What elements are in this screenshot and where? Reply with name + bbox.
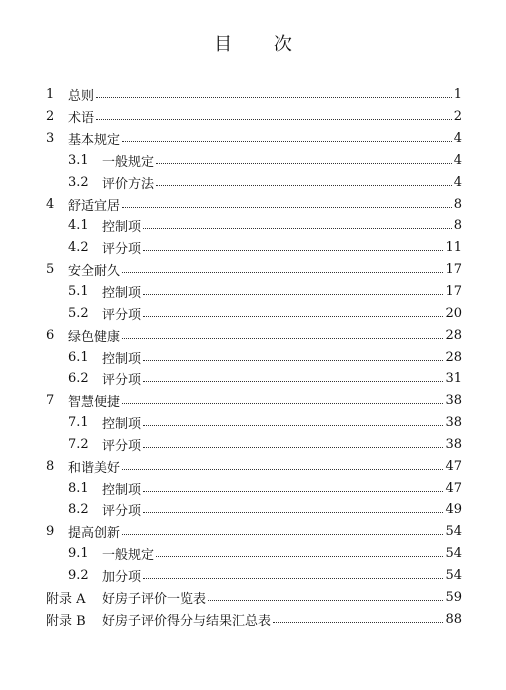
toc-entry-page: 47 [445, 480, 462, 496]
toc-entry[interactable] [46, 215, 462, 237]
toc-entry-number: 3.2 [68, 174, 89, 190]
toc-dot-leader [156, 556, 443, 557]
toc-entry-number: 5.2 [68, 305, 89, 321]
table-of-contents [46, 84, 462, 630]
toc-dot-leader [143, 360, 443, 361]
toc-entry[interactable] [46, 281, 462, 303]
toc-entry-label: 一般规定 [102, 154, 155, 170]
toc-entry[interactable] [46, 302, 462, 324]
toc-entry[interactable] [46, 368, 462, 390]
toc-entry-page: 38 [445, 393, 462, 409]
toc-entry[interactable] [46, 455, 462, 477]
toc-entry-label: 评分项 [102, 438, 142, 454]
toc-dot-leader [143, 228, 452, 229]
toc-entry-label: 控制项 [102, 286, 142, 302]
toc-entry-page: 47 [445, 458, 462, 474]
toc-dot-leader [143, 294, 443, 295]
toc-entry-label: 和谐美好 [68, 460, 121, 476]
toc-entry[interactable] [46, 565, 462, 587]
toc-entry-page: 38 [445, 415, 462, 431]
toc-entry-number: 6 [46, 327, 55, 343]
toc-entry-page: 11 [445, 240, 462, 256]
toc-entry-number: 8.2 [68, 502, 89, 518]
toc-entry[interactable] [46, 84, 462, 106]
toc-entry-page: 28 [445, 349, 462, 365]
toc-entry-page: 20 [445, 305, 462, 321]
toc-entry-page: 8 [453, 196, 462, 212]
toc-entry-page: 54 [445, 524, 462, 540]
toc-dot-leader [143, 512, 443, 513]
toc-entry-page: 49 [445, 502, 462, 518]
toc-entry-number: 4.1 [68, 218, 89, 234]
toc-dot-leader [122, 469, 443, 470]
toc-entry-number: 3.1 [68, 152, 89, 168]
toc-entry-page: 28 [445, 327, 462, 343]
toc-entry-number: 9.2 [68, 567, 89, 583]
toc-entry-label: 评分项 [102, 504, 142, 520]
toc-entry-number: 4.2 [68, 240, 89, 256]
toc-entry[interactable] [46, 608, 462, 630]
toc-entry-number: 6.1 [68, 349, 89, 365]
toc-entry-page: 4 [453, 152, 462, 168]
toc-entry[interactable] [46, 324, 462, 346]
toc-entry-label: 舒适宜居 [68, 198, 121, 214]
toc-dot-leader [208, 600, 443, 601]
toc-entry-page: 17 [445, 262, 462, 278]
toc-entry-number: 2 [46, 109, 55, 125]
toc-entry-number: 附录 B [46, 613, 86, 629]
toc-dot-leader [122, 403, 443, 404]
toc-entry-label: 控制项 [102, 417, 142, 433]
toc-entry[interactable] [46, 499, 462, 521]
toc-dot-leader [96, 97, 452, 98]
toc-dot-leader [143, 250, 443, 251]
toc-entry-number: 4 [46, 196, 55, 212]
toc-entry[interactable] [46, 171, 462, 193]
toc-entry-label: 智慧便捷 [68, 395, 121, 411]
toc-entry-label: 加分项 [102, 569, 142, 585]
toc-dot-leader [143, 381, 443, 382]
toc-entry-page: 54 [445, 567, 462, 583]
toc-dot-leader [122, 338, 443, 339]
toc-entry[interactable] [46, 477, 462, 499]
toc-entry-page: 54 [445, 546, 462, 562]
toc-dot-leader [122, 207, 452, 208]
toc-entry[interactable] [46, 193, 462, 215]
toc-dot-leader [96, 119, 452, 120]
toc-dot-leader [122, 141, 452, 142]
toc-entry-label: 基本规定 [68, 133, 121, 149]
toc-dot-leader [143, 447, 443, 448]
toc-entry[interactable] [46, 106, 462, 128]
toc-entry-label: 一般规定 [102, 548, 155, 564]
toc-entry-label: 总则 [68, 89, 95, 105]
toc-entry[interactable] [46, 521, 462, 543]
toc-title: 目 次 [214, 34, 310, 55]
toc-entry-number: 8 [46, 458, 55, 474]
toc-entry-number: 5 [46, 262, 55, 278]
toc-entry-label: 控制项 [102, 220, 142, 236]
toc-entry-number: 7.1 [68, 415, 89, 431]
toc-dot-leader [143, 578, 443, 579]
toc-dot-leader [156, 163, 452, 164]
toc-entry-number: 8.1 [68, 480, 89, 496]
toc-entry-page: 59 [445, 589, 462, 605]
toc-entry-label: 术语 [68, 111, 95, 127]
toc-entry-number: 1 [46, 87, 55, 103]
toc-entry-label: 控制项 [102, 482, 142, 498]
toc-entry[interactable] [46, 434, 462, 456]
toc-entry[interactable] [46, 390, 462, 412]
toc-entry-number: 9 [46, 524, 55, 540]
toc-entry-label: 控制项 [102, 351, 142, 367]
toc-dot-leader [273, 622, 443, 623]
toc-entry-label: 评分项 [102, 373, 142, 389]
toc-entry[interactable] [46, 543, 462, 565]
toc-entry-number: 7.2 [68, 436, 89, 452]
toc-entry-page: 88 [445, 611, 462, 627]
toc-entry-label: 绿色健康 [68, 329, 121, 345]
toc-entry-page: 2 [453, 109, 462, 125]
toc-dot-leader [122, 534, 443, 535]
toc-entry-page: 17 [445, 284, 462, 300]
toc-entry-number: 3 [46, 131, 55, 147]
toc-entry-page: 4 [453, 131, 462, 147]
toc-entry-number: 5.1 [68, 284, 89, 300]
toc-entry-label: 评分项 [102, 307, 142, 323]
toc-dot-leader [122, 272, 443, 273]
toc-entry-label: 好房子评价得分与结果汇总表 [102, 613, 272, 629]
toc-entry[interactable] [46, 412, 462, 434]
toc-entry-number: 9.1 [68, 546, 89, 562]
toc-entry[interactable] [46, 586, 462, 608]
toc-entry[interactable] [46, 150, 462, 172]
toc-entry-page: 1 [453, 87, 462, 103]
toc-entry[interactable] [46, 346, 462, 368]
toc-entry-label: 提高创新 [68, 526, 121, 542]
toc-entry-page: 38 [445, 436, 462, 452]
toc-entry-label: 安全耐久 [68, 264, 121, 280]
toc-dot-leader [143, 491, 443, 492]
toc-dot-leader [143, 425, 443, 426]
toc-dot-leader [143, 316, 443, 317]
toc-entry-page: 8 [453, 218, 462, 234]
toc-entry-page: 4 [453, 174, 462, 190]
toc-entry-number: 7 [46, 393, 55, 409]
toc-entry[interactable] [46, 237, 462, 259]
toc-entry-label: 好房子评价一览表 [102, 591, 207, 607]
toc-dot-leader [156, 185, 452, 186]
toc-entry-label: 评价方法 [102, 176, 155, 192]
toc-entry[interactable] [46, 259, 462, 281]
toc-entry-number: 附录 A [46, 591, 86, 607]
toc-entry-page: 31 [445, 371, 462, 387]
toc-entry-number: 6.2 [68, 371, 89, 387]
toc-entry[interactable] [46, 128, 462, 150]
toc-entry-label: 评分项 [102, 242, 142, 258]
